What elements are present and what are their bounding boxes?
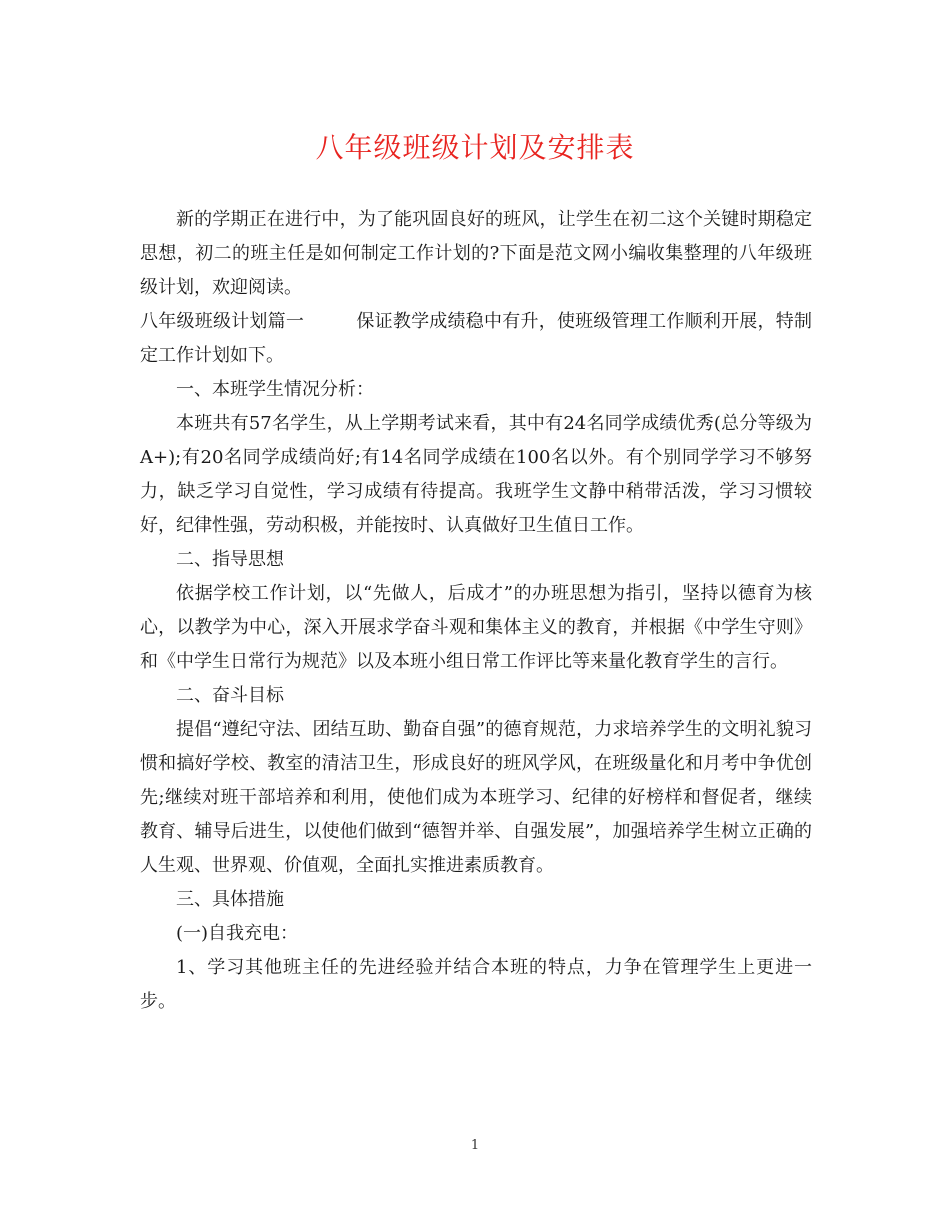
intro-paragraph: 新的学期正在进行中，为了能巩固良好的班风，让学生在初二这个关键时期稳定思想，初二的班主任是如何制定工作计划的?下面是范文网小编收集整理的八年级班级计划，欢迎阅读。 [140,209,812,298]
paragraph-student-analysis: 本班共有57名学生，从上学期考试来看，其中有24名同学成绩优秀(总分等级为A+);有20名同学成绩尚好;有14名同学成绩在100名以外。有个别同学学习不够努力，缺乏学习自觉性，学习成绩有待提高。我班学生文静中稍带活泼，学习习惯较好，纪律性强，劳动积极，并能按时、认真做好卫生值日工作。 [140,413,812,536]
paragraph-guiding-thought: 依据学校工作计划，以“先做人，后成才”的办班思想为指引，坚持以德育为核心，以教学为中心，深入开展求学奋斗观和集体主义的教育，并根据《中学生守则》和《中学生日常行为规范》以及本班小组日常工作评比等来量化教育学生的言行。 [140,583,812,672]
document-body [140,203,812,1019]
section-paragraph [140,305,812,373]
subheading-self-improvement: (一)自我充电： [176,923,299,944]
heading-measures: 三、具体措施 [176,889,284,910]
page-number: 1 [470,1138,480,1153]
section-text: 保证教学成绩稳中有升，使班级管理工作顺利开展，特制定工作计划如下。 [140,311,813,366]
document-title: 八年级班级计划及安排表 [315,131,635,164]
paragraph-self-improvement: 1、学习其他班主任的先进经验并结合本班的特点，力争在管理学生上更进一步。 [140,957,812,1012]
heading-goals: 二、奋斗目标 [176,685,284,706]
paragraph-goals: 提倡“遵纪守法、团结互助、勤奋自强”的德育规范，力求培养学生的文明礼貌习惯和搞好学校、教室的清洁卫生，形成良好的班风学风，在班级量化和月考中争优创先;继续对班干部培养和利用，使他们成为本班学习、纪律的好榜样和督促者，继续教育、辅导后进生，以使他们做到“德智并举、自强发展”，加强培养学生树立正确的人生观、世界观、价值观，全面扎实推进素质教育。 [140,719,812,876]
section-label: 八年级班级计划篇一 [140,311,305,332]
heading-student-analysis: 一、本班学生情况分析： [176,379,374,400]
heading-guiding-thought: 二、指导思想 [176,549,284,570]
